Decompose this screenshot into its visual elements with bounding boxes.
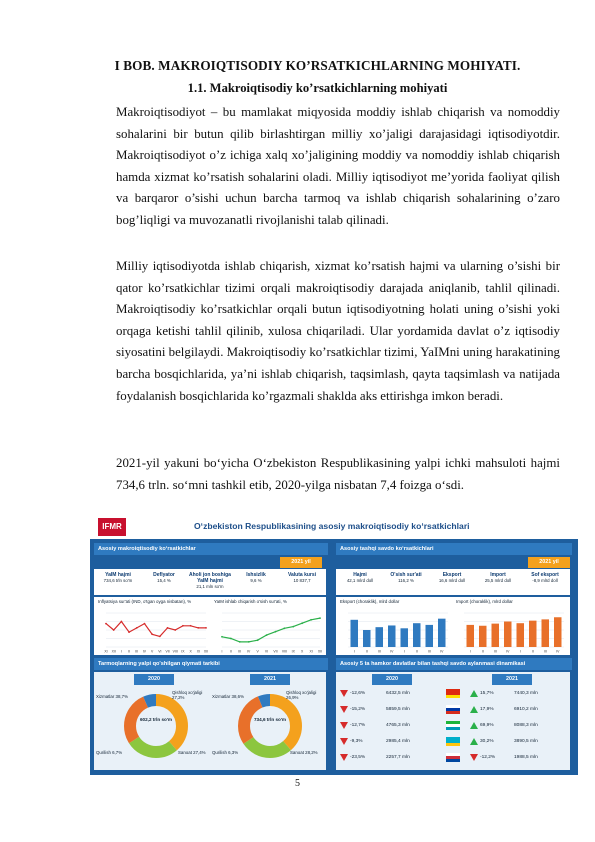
x-tick-label: I	[120, 649, 122, 653]
bar	[351, 620, 359, 647]
partner-2021-pct: 17,9%	[480, 707, 494, 712]
increase-arrow-icon	[470, 706, 478, 713]
x-tick-label: II	[415, 649, 418, 653]
donut-2020-services: Xizmatlar 38,7%	[96, 694, 128, 699]
x-tick-label: II	[365, 649, 368, 653]
paragraph-2: Milliy iqtisodiyotda ishlab chiqarish, xizmat ko’rsatish hajmi va ularning o’sishi bir qator ko’rsatkichlar tizimi orqali makroiqtisodiy darajada aniqlanib, tahlil qilinadi. Makroiqtisodiy ko’rsatkichlar orqali butun iqtisodiyotning holati uning o’sishi yoki orqaga ketishi tahlil qilinib, xulosa chiqariladi. Ular yordamida davlat o’z iqtisodiy siyosatini belgilaydi. Makroiqtisodiy ko’rsatkichlar tizimi, YaIMni uning harakatining barcha bosqichlarida, ya’ni ishlab chiqarish, taqsimlash, qayta taqsimlash va natijada foydalanish bosqichlarida ko’rgazmali shaklda aks ettirishga imkon beradi.	[116, 259, 560, 403]
bar	[542, 619, 550, 647]
left-section-label: Asosiy makroiqtisodiy ko‘rsatkichlar	[94, 543, 328, 555]
data-point	[113, 629, 115, 631]
x-tick-label: IX	[181, 649, 185, 653]
partner-2020-value: 4765,3 mln	[386, 723, 410, 728]
data-point	[120, 621, 122, 623]
x-tick-label: I	[353, 649, 355, 653]
x-tick-label: IV	[556, 649, 560, 653]
data-point	[136, 627, 138, 629]
partner-2021-value: 1988,5 mln	[514, 755, 538, 760]
donut-2020-agriculture: Qishloq xo'jaligi 27,2%	[172, 690, 203, 700]
left-charts-panel	[94, 597, 326, 655]
x-tick-label: IV	[440, 649, 444, 653]
donut-2021-construction: Qurilish 6,3%	[212, 750, 239, 755]
data-point	[257, 639, 259, 641]
stat-net-export: Sof eksport -8,9 mlrd doll	[531, 572, 559, 583]
x-tick-label: IV	[247, 649, 251, 653]
partner-2020-value: 2257,7 mln	[386, 755, 410, 760]
paragraph-1: Makroiqtisodiyot – bu mamlakat miqyosida moddiy ishlab chiqarish va nomoddiy sohalarini bir butun qilib birlashtirgan milliy xo’jaligi darajasidagi iqtisodiyotdir. Makroiqtisodiyot o’z ichiga xalq xo’jaligining moddiy va nomoddiy ishlab chiqarish hamda xizmat ko’rsatish sohalarini oladi. Milliy iqtisodiyot me’yorida faoliyat qilish va barqaror o’sishi uchun barcha tarmoq va ishlab chiqarish sohalarining o’zaro bog’liqligi va muvozanatli rivojlanishi talab qilinadi.	[116, 105, 560, 227]
stat-deflator: Deflyator 15,4 %	[153, 572, 175, 583]
partner-2020-pct: -12,7%	[350, 723, 366, 728]
x-tick-label: IV	[506, 649, 510, 653]
data-point	[230, 638, 232, 640]
data-point	[190, 625, 192, 627]
donut-2020-industry: Sanoat 27,4%	[178, 750, 206, 755]
x-tick-label: III	[493, 649, 497, 653]
x-tick-label: X	[189, 649, 192, 653]
partner-2020-value: 5859,5 mln	[386, 707, 410, 712]
data-point	[301, 622, 303, 624]
x-tick-label: VII	[273, 649, 278, 653]
x-tick-label: XII	[111, 649, 116, 653]
partner-2021-pct: 15,7%	[480, 691, 494, 696]
bar	[467, 625, 475, 647]
bar	[376, 627, 384, 647]
country-flag-icon	[446, 753, 460, 762]
partner-2021-value: 7440,3 mln	[514, 691, 538, 696]
donut-2021-industry: Sanoat 28,2%	[290, 750, 318, 755]
x-tick-label: VI	[158, 649, 162, 653]
donut-2020-construction: Qurilish 6,7%	[96, 750, 123, 755]
chapter-title: I BOB. MAKROIQTISODIY KO’RSATKICHLARNING MOHIYATI.	[114, 58, 521, 73]
data-point	[266, 634, 268, 636]
x-tick-label: VIII	[172, 649, 178, 653]
bar	[529, 621, 537, 647]
country-flag-icon	[446, 705, 460, 714]
x-tick-label: III	[238, 649, 242, 653]
country-flag-icon	[446, 721, 460, 730]
right-section-label: Asosiy tashqi savdo ko‘rsatkichlari	[336, 543, 572, 555]
decrease-arrow-icon	[340, 754, 348, 761]
country-flag-icon	[446, 737, 460, 746]
donut-2021-center: 734,6 trln so'm	[254, 717, 286, 722]
data-point	[319, 617, 321, 619]
stat-trade-volume: Hajmi 42,1 mlrd doll	[346, 572, 374, 583]
partner-2021-pct: 30,2%	[480, 739, 494, 744]
partners-year-2020: 2020	[372, 674, 412, 685]
x-tick-label: V	[256, 649, 259, 653]
x-tick-label: III	[427, 649, 431, 653]
data-point	[239, 641, 241, 643]
partner-2020-pct: -23,5%	[350, 755, 366, 760]
partner-2021-pct: 69,9%	[480, 723, 494, 728]
data-point	[221, 636, 223, 638]
bar	[388, 625, 396, 647]
data-point	[105, 623, 107, 625]
x-tick-label: V	[151, 649, 154, 653]
increase-arrow-icon	[470, 722, 478, 729]
macro-infographic	[90, 515, 578, 775]
partner-2020-pct: -9,3%	[350, 739, 363, 744]
bar	[504, 622, 512, 648]
partner-2021-value: 8088,3 mln	[514, 723, 538, 728]
left-stats-panel	[94, 569, 326, 595]
data-point	[292, 626, 294, 628]
partner-2020-value: 6432,5 mln	[386, 691, 410, 696]
gdp-growth-chart	[214, 611, 322, 653]
gdp-growth-chart-title: YaIM ishlab chiqarish o'sish sur'ati, %	[214, 599, 287, 604]
page-number: 5	[295, 778, 300, 789]
data-point	[310, 619, 312, 621]
stat-gdp-per-capita: Aholi jon boshiga YaIM hajmi 21,1 mln so'm	[189, 572, 231, 589]
structure-panel	[94, 672, 326, 770]
right-stats-panel	[336, 569, 570, 595]
stat-gdp: YaIM hajmi 734,6 trln so'm	[103, 572, 133, 583]
x-tick-label: II	[481, 649, 484, 653]
data-point	[205, 627, 207, 629]
ifmr-logo: IFMR	[98, 518, 126, 536]
x-tick-label: XI	[196, 649, 200, 653]
decrease-arrow-icon	[340, 706, 348, 713]
series-line	[106, 622, 206, 637]
partners-section-label: Asosiy 5 ta hamkor davlatlar bilan tashqi savdo aylanmasi dinamikasi	[336, 658, 572, 670]
data-point	[283, 627, 285, 629]
bar	[413, 623, 421, 647]
donut-year-2021: 2021	[250, 674, 290, 685]
x-tick-label: II	[531, 649, 534, 653]
bar	[554, 617, 562, 647]
x-tick-label: VIII	[281, 649, 287, 653]
stat-exchange-rate: Valuta kursi 10 837,7	[287, 572, 317, 583]
x-tick-label: XI	[104, 649, 108, 653]
data-point	[167, 627, 169, 629]
stat-export: Eksport 16,6 mlrd doll	[438, 572, 466, 583]
partners-year-2021: 2021	[492, 674, 532, 685]
bar	[438, 619, 446, 647]
import-chart	[456, 611, 566, 653]
data-point	[151, 633, 153, 635]
partner-2021-value: 3890,5 mln	[514, 739, 538, 744]
x-tick-label: VI	[264, 649, 269, 653]
x-tick-label: III	[135, 649, 139, 653]
data-point	[197, 627, 199, 629]
bar	[492, 624, 500, 647]
data-point	[182, 625, 184, 627]
x-tick-label: IV	[390, 649, 394, 653]
x-tick-label: XII	[317, 649, 322, 653]
data-point	[128, 631, 130, 633]
stat-unemployment: Ishsizlik 9,6 %	[246, 572, 266, 583]
donut-2021-agriculture: Qishloq xo'jaligi 26,9%	[286, 690, 317, 700]
data-point	[159, 635, 161, 637]
import-chart-title: Import (choraklik), mlrd dollar	[456, 599, 513, 604]
x-tick-label: X	[301, 649, 304, 653]
x-tick-label: III	[543, 649, 547, 653]
year-tag-right: 2021 yil	[528, 557, 570, 568]
bar	[363, 630, 371, 647]
country-flag-icon	[446, 689, 460, 698]
partner-2020-value: 2985,4 mln	[386, 739, 410, 744]
donut-2021-services: Xizmatlar 38,6%	[212, 694, 244, 699]
section-title: 1.1. Makroiqtisodiy ko’rsatkichlarning mohiyati	[187, 81, 448, 95]
x-tick-label: III	[377, 649, 381, 653]
x-tick-label: XI	[309, 649, 313, 653]
export-chart-title: Eksport (choraklik), mlrd dollar	[340, 599, 400, 604]
stat-import: Import 25,5 mlrd doll	[484, 572, 512, 583]
x-tick-label: IV	[142, 649, 147, 653]
x-tick-label: II	[229, 649, 232, 653]
right-charts-panel	[336, 597, 570, 655]
bar	[426, 625, 434, 647]
decrease-arrow-icon	[340, 738, 348, 745]
data-point	[248, 641, 250, 643]
decrease-arrow-icon	[340, 722, 348, 729]
data-point	[275, 631, 277, 633]
decrease-arrow-icon	[470, 754, 478, 761]
data-point	[174, 629, 176, 631]
donut-2020-center: 602,2 trln so'm	[140, 717, 172, 722]
export-chart	[340, 611, 450, 653]
increase-arrow-icon	[470, 690, 478, 697]
x-tick-label: I	[403, 649, 405, 653]
x-tick-label: II	[128, 649, 131, 653]
x-tick-label: XII	[203, 649, 208, 653]
stat-trade-growth: O'sish sur'ati 116,2 %	[390, 572, 422, 583]
bar	[401, 628, 409, 647]
infographic-title: O‘zbekiston Respublikasining asosiy makroiqtisodiy ko‘rsatkichlari	[194, 521, 470, 531]
bar	[479, 626, 487, 647]
partner-2021-pct: -12,2%	[480, 755, 496, 760]
inflation-chart	[98, 611, 208, 653]
x-tick-label: VII	[165, 649, 170, 653]
structure-section-label: Tarmoqlarning yalpi qo'shilgan qiymati tarkibi	[94, 658, 328, 670]
partner-2021-value: 6910,2 mln	[514, 707, 538, 712]
partner-2020-pct: -12,6%	[350, 691, 366, 696]
increase-arrow-icon	[470, 738, 478, 745]
x-tick-label: I	[221, 649, 223, 653]
data-point	[144, 623, 146, 625]
inflation-chart-title: Inflyatsiya sur'ati (IND, o'tgan oyga nisbatan), %	[98, 599, 192, 604]
x-tick-label: IX	[291, 649, 295, 653]
donut-year-2020: 2020	[134, 674, 174, 685]
partner-2020-pct: -15,2%	[350, 707, 366, 712]
decrease-arrow-icon	[340, 690, 348, 697]
paragraph-3: 2021-yil yakuni bo‘yicha O‘zbekiston Respublikasining yalpi ichki mahsuloti hajmi 734,6 trln. so‘mni tashkil etib, 2020-yilga nisbatan 7,4 foizga o‘sdi.	[116, 456, 560, 492]
bar	[517, 623, 525, 647]
year-tag-left: 2021 yil	[280, 557, 322, 568]
infographic-header	[90, 515, 578, 539]
x-tick-label: I	[519, 649, 521, 653]
x-tick-label: I	[469, 649, 471, 653]
partners-panel	[336, 672, 570, 770]
